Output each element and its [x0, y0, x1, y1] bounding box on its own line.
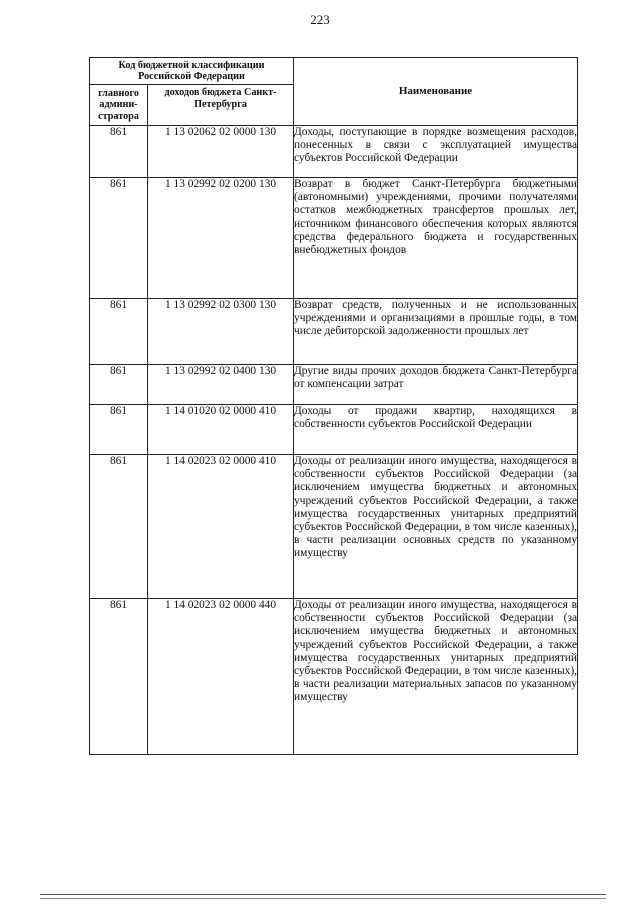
- admin-code-cell: 861: [90, 126, 148, 178]
- revenue-code-cell: 1 14 02023 02 0000 410: [148, 455, 294, 599]
- header-name: Наименование: [294, 58, 578, 126]
- admin-code-cell: 861: [90, 299, 148, 365]
- admin-code-cell: 861: [90, 455, 148, 599]
- revenue-name-cell: Возврат средств, полученных и не использованных учреждениями и организациями в прошлые годы, в том числе дебиторской задолженности прошлых лет: [294, 299, 578, 365]
- table-row: [90, 455, 578, 599]
- revenue-code-cell: 1 13 02992 02 0200 130: [148, 178, 294, 299]
- table-row: [90, 299, 578, 365]
- admin-code-cell: 861: [90, 178, 148, 299]
- table-row: [90, 126, 578, 178]
- budget-classification-table: [89, 57, 578, 755]
- footer-rule: [40, 898, 606, 899]
- revenue-name-cell: Другие виды прочих доходов бюджета Санкт-Петербурга от компенсации затрат: [294, 365, 578, 405]
- header-admin: главного админи-стратора: [90, 85, 148, 126]
- revenue-name-cell: Доходы от реализации иного имущества, находящегося в собственности субъектов Российской Федерации (за исключением имущества бюджетных и автономных учреждений субъектов Российской Федерации, а также имущества государственных унитарных предприятий субъектов Российской Федерации, в том числе казенных), в части реализации основных средств по указанному имуществу: [294, 455, 578, 599]
- header-classification-code: Код бюджетной классификации Российской Федерации: [90, 58, 294, 85]
- admin-code-cell: 861: [90, 365, 148, 405]
- revenue-code-cell: 1 14 01020 02 0000 410: [148, 405, 294, 455]
- revenue-code-cell: 1 13 02992 02 0400 130: [148, 365, 294, 405]
- table-row: [90, 365, 578, 405]
- table-row: [90, 599, 578, 755]
- table-row: [90, 178, 578, 299]
- revenue-name-cell: Возврат в бюджет Санкт-Петербурга бюджетными (автономными) учреждениями, прочими получателями остатков межбюджетных трансфертов прошлых лет, источником финансового обеспечения которых являются средства федерального бюджета и государственных внебюджетных фондов: [294, 178, 578, 299]
- table-row: [90, 405, 578, 455]
- revenue-name-cell: Доходы, поступающие в порядке возмещения расходов, понесенных в связи с эксплуатацией имущества субъектов Российской Федерации: [294, 126, 578, 178]
- footer-rule: [40, 894, 606, 895]
- page-number: 223: [310, 12, 330, 27]
- revenue-name-cell: Доходы от реализации иного имущества, находящегося в собственности субъектов Российской Федерации (за исключением имущества бюджетных и автономных учреждений субъектов Российской Федерации, а также имущества государственных унитарных предприятий субъектов Российской Федерации, в том числе казенных), в части реализации материальных запасов по указанному имуществу: [294, 599, 578, 755]
- admin-code-cell: 861: [90, 405, 148, 455]
- revenue-code-cell: 1 14 02023 02 0000 440: [148, 599, 294, 755]
- header-revenue-code: доходов бюджета Санкт-Петербурга: [148, 85, 294, 126]
- revenue-name-cell: Доходы от продажи квартир, находящихся в собственности субъектов Российской Федерации: [294, 405, 578, 455]
- revenue-code-cell: 1 13 02062 02 0000 130: [148, 126, 294, 178]
- revenue-code-cell: 1 13 02992 02 0300 130: [148, 299, 294, 365]
- admin-code-cell: 861: [90, 599, 148, 755]
